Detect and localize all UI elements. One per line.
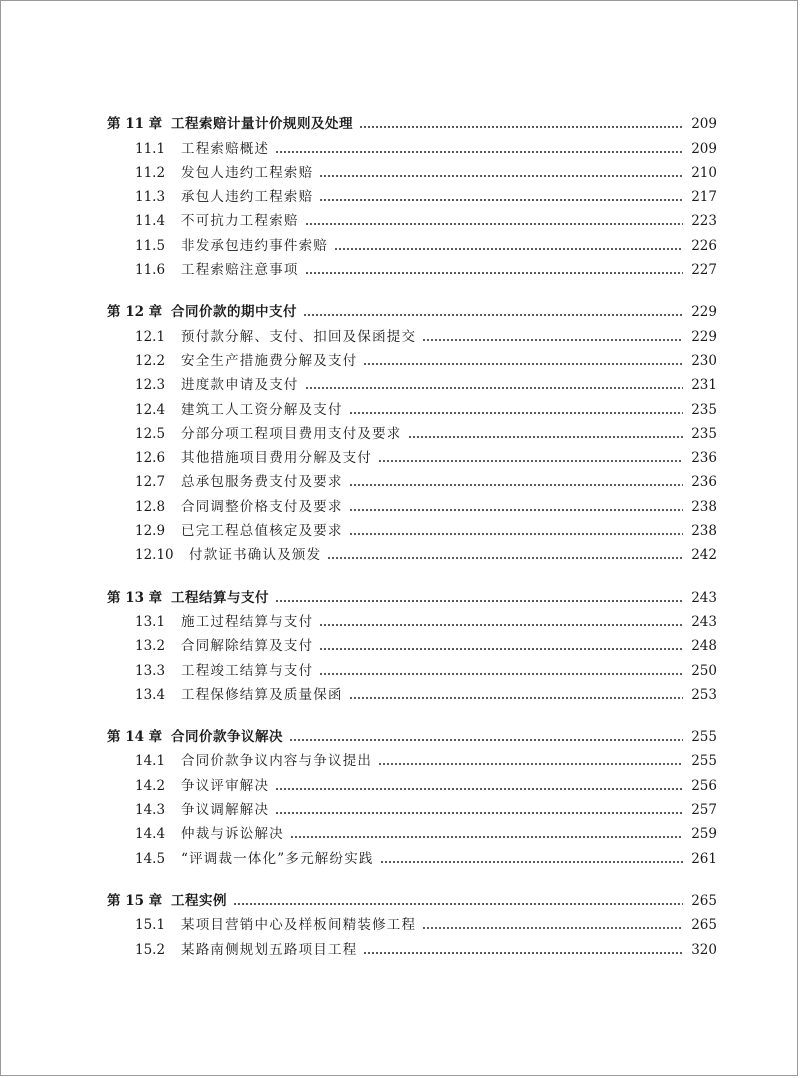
section-title: 工程索赔注意事项	[181, 262, 299, 279]
chapter-number: 第 12 章	[107, 304, 163, 321]
chapter-title: 合同价款争议解决	[171, 729, 283, 746]
section-entry[interactable]	[107, 321, 717, 345]
section-number: 13.1	[135, 613, 166, 630]
page-number: 217	[691, 189, 717, 206]
page-number: 229	[691, 304, 717, 321]
section-number: 12.2	[135, 352, 166, 369]
page-number: 238	[691, 498, 717, 515]
section-title: 争议调解解决	[181, 802, 270, 819]
page-number: 209	[691, 140, 717, 157]
section-entry[interactable]	[107, 843, 717, 867]
section-title: 工程竣工结算与支付	[181, 662, 314, 679]
page-number: 235	[691, 425, 717, 442]
section-entry[interactable]	[107, 206, 717, 230]
dot-leader	[319, 623, 683, 627]
section-entry[interactable]	[107, 655, 717, 679]
section-title: 合同解除结算及支付	[181, 638, 314, 655]
page-number: 256	[691, 777, 717, 794]
chapter-heading[interactable]	[107, 886, 717, 910]
section-title: 发包人违约工程索赔	[181, 164, 314, 181]
dot-leader	[422, 338, 683, 342]
page-number: 253	[691, 686, 717, 703]
page-number: 223	[691, 213, 717, 230]
chapter-title: 工程实例	[171, 892, 227, 909]
dot-leader	[349, 483, 683, 487]
chapter-number: 第 14 章	[107, 729, 163, 746]
section-title: 付款证书确认及颁发	[189, 547, 322, 564]
section-number: 12.1	[135, 328, 166, 345]
section-entry[interactable]	[107, 346, 717, 370]
section-number: 11.6	[135, 262, 166, 279]
section-number: 15.2	[135, 941, 166, 958]
dot-leader	[359, 125, 683, 129]
section-entry[interactable]	[107, 680, 717, 704]
dot-leader	[378, 459, 683, 463]
page-number: 261	[691, 850, 717, 867]
chapter-block	[107, 109, 717, 279]
section-number: 11.3	[135, 189, 166, 206]
page-number: 265	[691, 892, 717, 909]
section-entry[interactable]	[107, 631, 717, 655]
dot-leader	[305, 271, 683, 275]
section-title: 不可抗力工程索赔	[181, 213, 299, 230]
section-number: 15.1	[135, 917, 166, 934]
dot-leader	[363, 362, 683, 366]
section-title: 工程保修结算及质量保函	[181, 686, 343, 703]
chapter-title: 合同价款的期中支付	[171, 304, 297, 321]
section-entry[interactable]	[107, 133, 717, 157]
section-title: 其他措施项目费用分解及支付	[181, 450, 373, 467]
section-title: 预付款分解、支付、扣回及保函提交	[181, 328, 417, 345]
section-number: 14.2	[135, 777, 166, 794]
page-number: 250	[691, 662, 717, 679]
dot-leader	[380, 860, 683, 864]
section-entry[interactable]	[107, 607, 717, 631]
dot-leader	[319, 198, 683, 202]
page-number: 210	[691, 164, 717, 181]
section-number: 12.9	[135, 523, 166, 540]
page-number: 242	[691, 547, 717, 564]
chapter-block	[107, 886, 717, 959]
section-title: 合同调整价格支付及要求	[181, 498, 343, 515]
section-number: 14.3	[135, 802, 166, 819]
section-number: 12.6	[135, 450, 166, 467]
page-number: 259	[691, 826, 717, 843]
section-title: 争议评审解决	[181, 777, 270, 794]
dot-leader	[422, 926, 683, 930]
section-number: 13.2	[135, 638, 166, 655]
section-entry[interactable]	[107, 770, 717, 794]
dot-leader	[305, 386, 683, 390]
section-title: 承包人违约工程索赔	[181, 189, 314, 206]
dot-leader	[290, 835, 683, 839]
dot-leader	[289, 738, 683, 742]
dot-leader	[363, 951, 683, 955]
section-entry[interactable]	[107, 910, 717, 934]
section-entry[interactable]	[107, 819, 717, 843]
section-number: 13.3	[135, 662, 166, 679]
dot-leader	[319, 672, 683, 676]
chapter-heading[interactable]	[107, 109, 717, 133]
section-entry[interactable]	[107, 182, 717, 206]
section-number: 11.4	[135, 213, 166, 230]
section-number: 13.4	[135, 686, 166, 703]
section-title: 分部分项工程项目费用支付及要求	[181, 425, 402, 442]
chapter-title: 工程索赔计量计价规则及处理	[171, 116, 353, 133]
dot-leader	[334, 247, 683, 251]
page-number: 238	[691, 523, 717, 540]
dot-leader	[327, 556, 683, 560]
section-entry[interactable]	[107, 467, 717, 491]
section-title: 合同价款争议内容与争议提出	[181, 753, 373, 770]
section-title: 工程索赔概述	[181, 140, 270, 157]
section-title: 建筑工人工资分解及支付	[181, 401, 343, 418]
section-title: 某项目营销中心及样板间精装修工程	[181, 917, 417, 934]
page-number: 248	[691, 638, 717, 655]
section-entry[interactable]	[107, 491, 717, 515]
chapter-heading[interactable]	[107, 582, 717, 606]
section-number: 11.1	[135, 140, 166, 157]
page-number: 235	[691, 401, 717, 418]
dot-leader	[349, 411, 683, 415]
table-of-contents	[107, 109, 717, 977]
dot-leader	[378, 762, 683, 766]
dot-leader	[275, 599, 683, 603]
dot-leader	[349, 532, 683, 536]
section-entry[interactable]	[107, 934, 717, 958]
page-number: 229	[691, 328, 717, 345]
section-entry[interactable]	[107, 394, 717, 418]
section-number: 14.5	[135, 850, 166, 867]
dot-leader	[319, 174, 683, 178]
page-number: 231	[691, 377, 717, 394]
section-entry[interactable]	[107, 230, 717, 254]
section-entry[interactable]	[107, 370, 717, 394]
page-number: 227	[691, 262, 717, 279]
dot-leader	[275, 811, 683, 815]
section-entry[interactable]	[107, 746, 717, 770]
chapter-title: 工程结算与支付	[171, 589, 269, 606]
section-entry[interactable]	[107, 540, 717, 564]
section-title: 总承包服务费支付及要求	[181, 474, 343, 491]
section-number: 11.5	[135, 237, 166, 254]
section-number: 11.2	[135, 164, 166, 181]
section-title: 某路南侧规划五路项目工程	[181, 941, 358, 958]
page-number: 320	[691, 941, 717, 958]
dot-leader	[408, 435, 684, 439]
chapter-block	[107, 582, 717, 703]
dot-leader	[305, 222, 683, 226]
page-number: 236	[691, 450, 717, 467]
section-number: 14.4	[135, 826, 166, 843]
section-number: 12.5	[135, 425, 166, 442]
chapter-block	[107, 722, 717, 868]
page-number: 230	[691, 352, 717, 369]
section-entry[interactable]	[107, 419, 717, 443]
page-number: 255	[691, 753, 717, 770]
section-title: 仲裁与诉讼解决	[181, 826, 284, 843]
section-number: 12.10	[135, 547, 174, 564]
page-number: 236	[691, 474, 717, 491]
chapter-number: 第 13 章	[107, 589, 163, 606]
chapter-block	[107, 297, 717, 564]
section-title: 非发承包违约事件索赔	[181, 237, 328, 254]
section-number: 12.8	[135, 498, 166, 515]
page-number: 255	[691, 729, 717, 746]
dot-leader	[349, 508, 683, 512]
section-entry[interactable]	[107, 158, 717, 182]
section-title: 施工过程结算与支付	[181, 613, 314, 630]
section-title: 进度款申请及支付	[181, 377, 299, 394]
page-number: 226	[691, 237, 717, 254]
dot-leader	[275, 787, 683, 791]
section-entry[interactable]	[107, 443, 717, 467]
section-title: 已完工程总值核定及要求	[181, 523, 343, 540]
chapter-heading[interactable]	[107, 297, 717, 321]
page-number: 243	[691, 613, 717, 630]
section-number: 12.7	[135, 474, 166, 491]
page-number: 209	[691, 116, 717, 133]
section-number: 12.4	[135, 401, 166, 418]
chapter-heading[interactable]	[107, 722, 717, 746]
section-title: 安全生产措施费分解及支付	[181, 352, 358, 369]
dot-leader	[275, 150, 683, 154]
chapter-number: 第 11 章	[107, 116, 163, 133]
dot-leader	[349, 696, 683, 700]
page-number: 265	[691, 917, 717, 934]
page-number: 243	[691, 589, 717, 606]
page-number: 257	[691, 802, 717, 819]
section-title: “评调裁一体化”多元解纷实践	[181, 850, 374, 867]
chapter-number: 第 15 章	[107, 892, 163, 909]
dot-leader	[319, 647, 683, 651]
dot-leader	[233, 902, 683, 906]
section-entry[interactable]	[107, 516, 717, 540]
section-entry[interactable]	[107, 255, 717, 279]
dot-leader	[303, 313, 683, 317]
section-entry[interactable]	[107, 795, 717, 819]
section-number: 14.1	[135, 753, 166, 770]
section-number: 12.3	[135, 377, 166, 394]
